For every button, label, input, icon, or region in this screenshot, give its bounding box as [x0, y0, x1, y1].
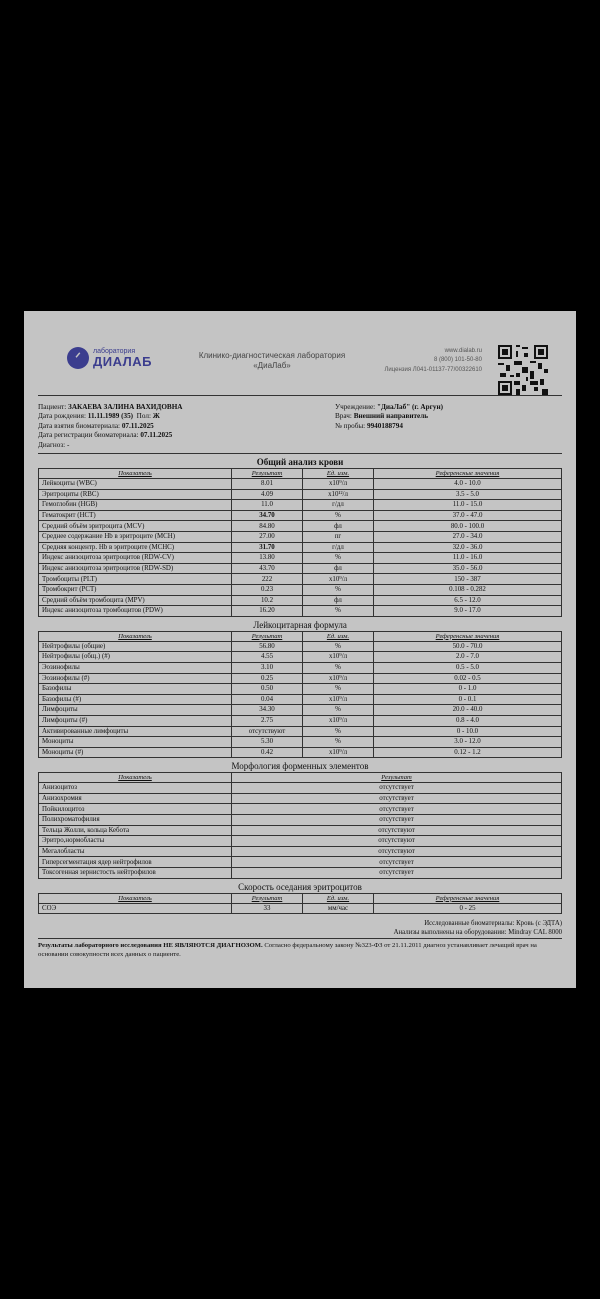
cell-reference: 0.108 - 0.282: [374, 584, 562, 595]
table-row: [39, 563, 562, 574]
cell-unit: %: [303, 684, 374, 695]
cell-unit: x10⁹/л: [303, 694, 374, 705]
table-row: [39, 747, 562, 758]
cell-indicator: Средний объём тромбоцита (MPV): [39, 595, 232, 606]
cell-result: 222: [232, 574, 303, 585]
table-row: [39, 584, 562, 595]
cell-reference: 32.0 - 36.0: [374, 542, 562, 553]
phone-number: 8 (800) 101-50-80: [433, 357, 482, 364]
cell-result: отсутствуют: [232, 726, 303, 737]
esr-title: Скорость оседания эритроцитов: [238, 881, 362, 892]
table-row: [39, 715, 562, 726]
patient-sex: Ж: [152, 412, 160, 421]
morph-table: Показатель Результат Анизоцитоз отсутствует Анизохромия отсутствует Пойкилоцитоз отсутствует Полихроматофилия отсутствует Тельца Жолли, кольца Кебота отсутствуют Эритро,нормобласты отсутствуют Мегалобласты отсутствуют Гиперсегментация ядер нейтрофилов отсутствует Токсогенная зернистость нейтрофилов отсутствует: [38, 772, 562, 878]
table-row: [39, 641, 562, 652]
table-row: [39, 737, 562, 748]
cell-unit: x10⁹/л: [303, 574, 374, 585]
cell-reference: 0 - 10.0: [374, 726, 562, 737]
table-row: [39, 532, 562, 543]
col-unit: Ед. изм.: [303, 469, 374, 479]
cell-indicator: Моноциты (#): [39, 747, 232, 758]
cell-indicator: Средний объём эритроцита (MCV): [39, 521, 232, 532]
cell-indicator: Среднее содержание Hb в эритроците (MCH): [39, 532, 232, 543]
cell-result: 11.0: [232, 500, 303, 511]
info-divider: [38, 453, 562, 454]
cell-unit: %: [303, 641, 374, 652]
cell-result: отсутствует: [232, 793, 562, 804]
cell-unit: г/дл: [303, 542, 374, 553]
cell-unit: x10⁹/л: [303, 673, 374, 684]
cell-indicator: Нейтрофилы (общие): [39, 641, 232, 652]
cell-indicator: Анизохромия: [39, 793, 232, 804]
cell-result: 8.01: [232, 479, 303, 490]
table-row: [39, 836, 562, 847]
cell-result: 10.2: [232, 595, 303, 606]
cell-result: 13.80: [232, 553, 303, 564]
table-row: [39, 662, 562, 673]
cbc-table: [38, 468, 562, 617]
cell-unit: x10⁹/л: [303, 747, 374, 758]
table-row: [39, 804, 562, 815]
table-row: [39, 815, 562, 826]
qr-code-icon: [498, 345, 548, 395]
cell-result: 0.23: [232, 584, 303, 595]
cell-unit: %: [303, 705, 374, 716]
footer-notes: [38, 919, 562, 937]
cell-result: отсутствует: [232, 804, 562, 815]
cell-indicator: Пойкилоцитоз: [39, 804, 232, 815]
sample-number: 9940188794: [366, 421, 403, 430]
cell-reference: 0.8 - 4.0: [374, 715, 562, 726]
table-row: [39, 846, 562, 857]
leuko-title: Лейкоцитарная формула: [253, 619, 347, 630]
cell-reference: 0.12 - 1.2: [374, 747, 562, 758]
cell-indicator: Токсогенная зернистость нейтрофилов: [39, 868, 232, 879]
cell-indicator: Лимфоциты: [39, 705, 232, 716]
cell-result: 0.04: [232, 694, 303, 705]
cell-reference: 0.02 - 0.5: [374, 673, 562, 684]
leuko-table: Показатель Результат Ед. изм. Референсные значения Нейтрофилы (общие) 56.80 % 50.0 - 70.0 Нейтрофилы (общ.) (#) 4.55 x10⁹/л 2.0 - 7.0 Эозинофилы 3.10 % 0.5 - 5.0 Эозинофилы (#) 0.25 x10⁹/л 0.02 - 0.5 Базофилы 0.50 % 0 - 1.0 Базофилы (#) 0.04 x10⁹/л 0 - 0.1 Лимфоциты 34.30 % 20.0 - 40.0 Лимфоциты (#) 2.75 x10⁹/л 0.8 - 4.0 Активированные лимфоциты отсутствуют % 0 - 10.0 Моноциты 5.30 % 3.0 - 12.0 Моноциты (#) 0.42 x10⁹/л 0.12 - 1.2: [38, 631, 562, 759]
table-row: [39, 574, 562, 585]
cell-reference: 3.5 - 5.0: [374, 489, 562, 500]
logo-mark-icon: ᐟ: [67, 347, 89, 369]
header-divider: [38, 395, 562, 396]
cell-reference: 27.0 - 34.0: [374, 532, 562, 543]
cell-indicator: Индекс анизоцитоза тромбоцитов (PDW): [39, 606, 232, 617]
table-row: [39, 652, 562, 663]
cell-indicator: Средняя концентр. Hb в эритроците (MCHC): [39, 542, 232, 553]
morph-title: Морфология форменных элементов: [231, 761, 369, 772]
table-row: [39, 606, 562, 617]
cell-unit: мм/час: [303, 903, 374, 914]
cell-reference: 6.5 - 12.0: [374, 595, 562, 606]
cell-result: 4.55: [232, 652, 303, 663]
cell-result: 2.75: [232, 715, 303, 726]
cell-indicator: Лейкоциты (WBC): [39, 479, 232, 490]
website-link[interactable]: www.dialab.ru: [444, 348, 482, 354]
cell-result: отсутствуют: [232, 846, 562, 857]
cell-result: 31.70: [232, 542, 303, 553]
diagnosis: -: [66, 440, 70, 449]
cbc-title: Общий анализ крови: [256, 457, 344, 468]
cell-reference: 0 - 1.0: [374, 684, 562, 695]
table-row: [39, 705, 562, 716]
cell-reference: 150 - 387: [374, 574, 562, 585]
col-reference: Референсные значения: [374, 469, 562, 479]
cell-result: 3.10: [232, 662, 303, 673]
cell-unit: %: [303, 606, 374, 617]
cell-reference: 3.0 - 12.0: [374, 737, 562, 748]
cell-result: отсутствует: [232, 868, 562, 879]
col-result: Результат: [232, 469, 303, 479]
cell-reference: 11.0 - 15.0: [374, 500, 562, 511]
table-row: [39, 825, 562, 836]
patient-name: ЗАКАЕВА ЗАЛИНА ВАХИДОВНА: [68, 403, 183, 411]
report-header: [38, 311, 562, 389]
table-row: [39, 595, 562, 606]
cell-indicator: Эозинофилы (#): [39, 673, 232, 684]
table-row: [39, 793, 562, 804]
cell-indicator: СОЭ: [39, 903, 232, 914]
cell-indicator: Базофилы: [39, 684, 232, 695]
cell-result: отсутствует: [232, 815, 562, 826]
cell-reference: 80.0 - 100.0: [374, 521, 562, 532]
lab-report-page: [24, 311, 576, 988]
disclaimer: Результаты лабораторного исследования НЕ ЯВЛЯЮТСЯ ДИАГНОЗОМ. Согласно федеральному закону №323-ФЗ от 21.11.2011 диагноз устанавливает лечащий врач на основании совокупности всех данных о пациенте.: [38, 942, 537, 959]
cell-unit: %: [303, 662, 374, 673]
table-row: [39, 684, 562, 695]
cell-result: 0.42: [232, 747, 303, 758]
cell-result: отсутствует: [232, 783, 562, 794]
cell-unit: г/дл: [303, 500, 374, 511]
cell-result: отсутствуют: [232, 836, 562, 847]
cell-indicator: Гематокрит (HCT): [39, 510, 232, 521]
cell-result: 4.09: [232, 489, 303, 500]
cell-reference: 0 - 25: [374, 903, 562, 914]
table-row: [39, 694, 562, 705]
table-row: [39, 542, 562, 553]
logo-small-text: лаборатория: [93, 348, 136, 355]
patient-dob: 11.11.1989 (35): [87, 412, 134, 421]
cell-reference: 9.0 - 17.0: [374, 606, 562, 617]
cell-indicator: Индекс анизоцитоза эритроцитов (RDW-CV): [39, 553, 232, 564]
table-row: [39, 479, 562, 490]
table-row: [39, 903, 562, 914]
col-indicator: Показатель: [39, 469, 232, 479]
table-row: [39, 673, 562, 684]
cell-indicator: Нейтрофилы (общ.) (#): [39, 652, 232, 663]
cell-unit: %: [303, 584, 374, 595]
cell-unit: фл: [303, 521, 374, 532]
cell-result: 16.20: [232, 606, 303, 617]
cell-result: 0.50: [232, 684, 303, 695]
cell-reference: 4.0 - 10.0: [374, 479, 562, 490]
cell-indicator: Тельца Жолли, кольца Кебота: [39, 825, 232, 836]
cell-unit: x10¹²/л: [303, 489, 374, 500]
cell-indicator: Гиперсегментация ядер нейтрофилов: [39, 857, 232, 868]
cell-reference: 2.0 - 7.0: [374, 652, 562, 663]
lab-contacts: [384, 347, 482, 375]
patient-info: Пациент: ЗАКАЕВА ЗАЛИНА ВАХИДОВНА Дата рождения: 11.11.1989 (35) Пол: Ж Дата взятия биоматериала: 07.11.2025 Дата регистрации биоматериала: 07.11.2025 Диагноз: - Учреждение: "ДиаЛаб" (г. Аргун) Врач: Внешний направитель № пробы: 9940188794: [38, 403, 444, 449]
table-row: [39, 521, 562, 532]
table-row: [39, 726, 562, 737]
cell-unit: пг: [303, 532, 374, 543]
sample-date: 07.11.2025: [121, 421, 154, 430]
cell-result: отсутствуют: [232, 825, 562, 836]
cell-reference: 35.0 - 56.0: [374, 563, 562, 574]
cell-indicator: Лимфоциты (#): [39, 715, 232, 726]
cell-unit: x10⁹/л: [303, 652, 374, 663]
cell-indicator: Мегалобласты: [39, 846, 232, 857]
lab-title: Клинико-диагностическая лаборатория «ДиаЛаб»: [198, 351, 346, 371]
table-row: [39, 553, 562, 564]
registration-date: 07.11.2025: [140, 431, 173, 440]
cell-unit: %: [303, 553, 374, 564]
cell-indicator: Моноциты: [39, 737, 232, 748]
cell-indicator: Тромбоциты (PLT): [39, 574, 232, 585]
cell-result: 56.80: [232, 641, 303, 652]
footer-divider: [38, 938, 562, 939]
cell-unit: %: [303, 737, 374, 748]
cell-result: 5.30: [232, 737, 303, 748]
cell-indicator: Тромбокрит (PCT): [39, 584, 232, 595]
table-row: [39, 500, 562, 511]
esr-table: Показатель Результат Ед. изм. Референсные значения СОЭ 33 мм/час 0 - 25: [38, 893, 562, 915]
cell-result: отсутствует: [232, 857, 562, 868]
cell-result: 43.70: [232, 563, 303, 574]
cell-unit: %: [303, 510, 374, 521]
cell-result: 34.30: [232, 705, 303, 716]
doctor: Внешний направитель: [353, 412, 429, 421]
table-row: [39, 510, 562, 521]
cell-unit: x10⁹/л: [303, 479, 374, 490]
cell-unit: %: [303, 726, 374, 737]
cell-unit: фл: [303, 563, 374, 574]
logo-big-text: ДИАЛАБ: [93, 354, 153, 369]
cell-indicator: Гемоглобин (HGB): [39, 500, 232, 511]
cell-result: 34.70: [232, 510, 303, 521]
table-row: [39, 783, 562, 794]
table-row: [39, 857, 562, 868]
equipment-note: Анализы выполнены на оборудовании: Mindray CAL 8000: [393, 929, 562, 937]
cell-result: 33: [232, 903, 303, 914]
cell-reference: 11.0 - 16.0: [374, 553, 562, 564]
cell-indicator: Эозинофилы: [39, 662, 232, 673]
cell-result: 84.80: [232, 521, 303, 532]
cell-indicator: Анизоцитоз: [39, 783, 232, 794]
cell-reference: 37.0 - 47.0: [374, 510, 562, 521]
license-number: Лицензия Л041-01137-77/00322610: [384, 366, 482, 373]
cell-reference: 0.5 - 5.0: [374, 662, 562, 673]
biomaterial-note: Исследованные биоматериалы: Кровь (с ЭДТА): [424, 920, 562, 928]
cell-indicator: Базофилы (#): [39, 694, 232, 705]
cell-indicator: Полихроматофилия: [39, 815, 232, 826]
cell-unit: x10⁹/л: [303, 715, 374, 726]
cell-result: 0.25: [232, 673, 303, 684]
cell-indicator: Эритро,нормобласты: [39, 836, 232, 847]
cell-reference: 50.0 - 70.0: [374, 641, 562, 652]
cell-reference: 20.0 - 40.0: [374, 705, 562, 716]
table-row: [39, 489, 562, 500]
cell-unit: фл: [303, 595, 374, 606]
cell-result: 27.00: [232, 532, 303, 543]
cell-indicator: Индекс анизоцитоза эритроцитов (RDW-SD): [39, 563, 232, 574]
cell-reference: 0 - 0.1: [374, 694, 562, 705]
cell-indicator: Эритроциты (RBC): [39, 489, 232, 500]
institution: "ДиаЛаб" (г. Аргун): [376, 403, 444, 411]
table-row: [39, 868, 562, 879]
dialab-logo: [67, 347, 152, 369]
cell-indicator: Активированные лимфоциты: [39, 726, 232, 737]
